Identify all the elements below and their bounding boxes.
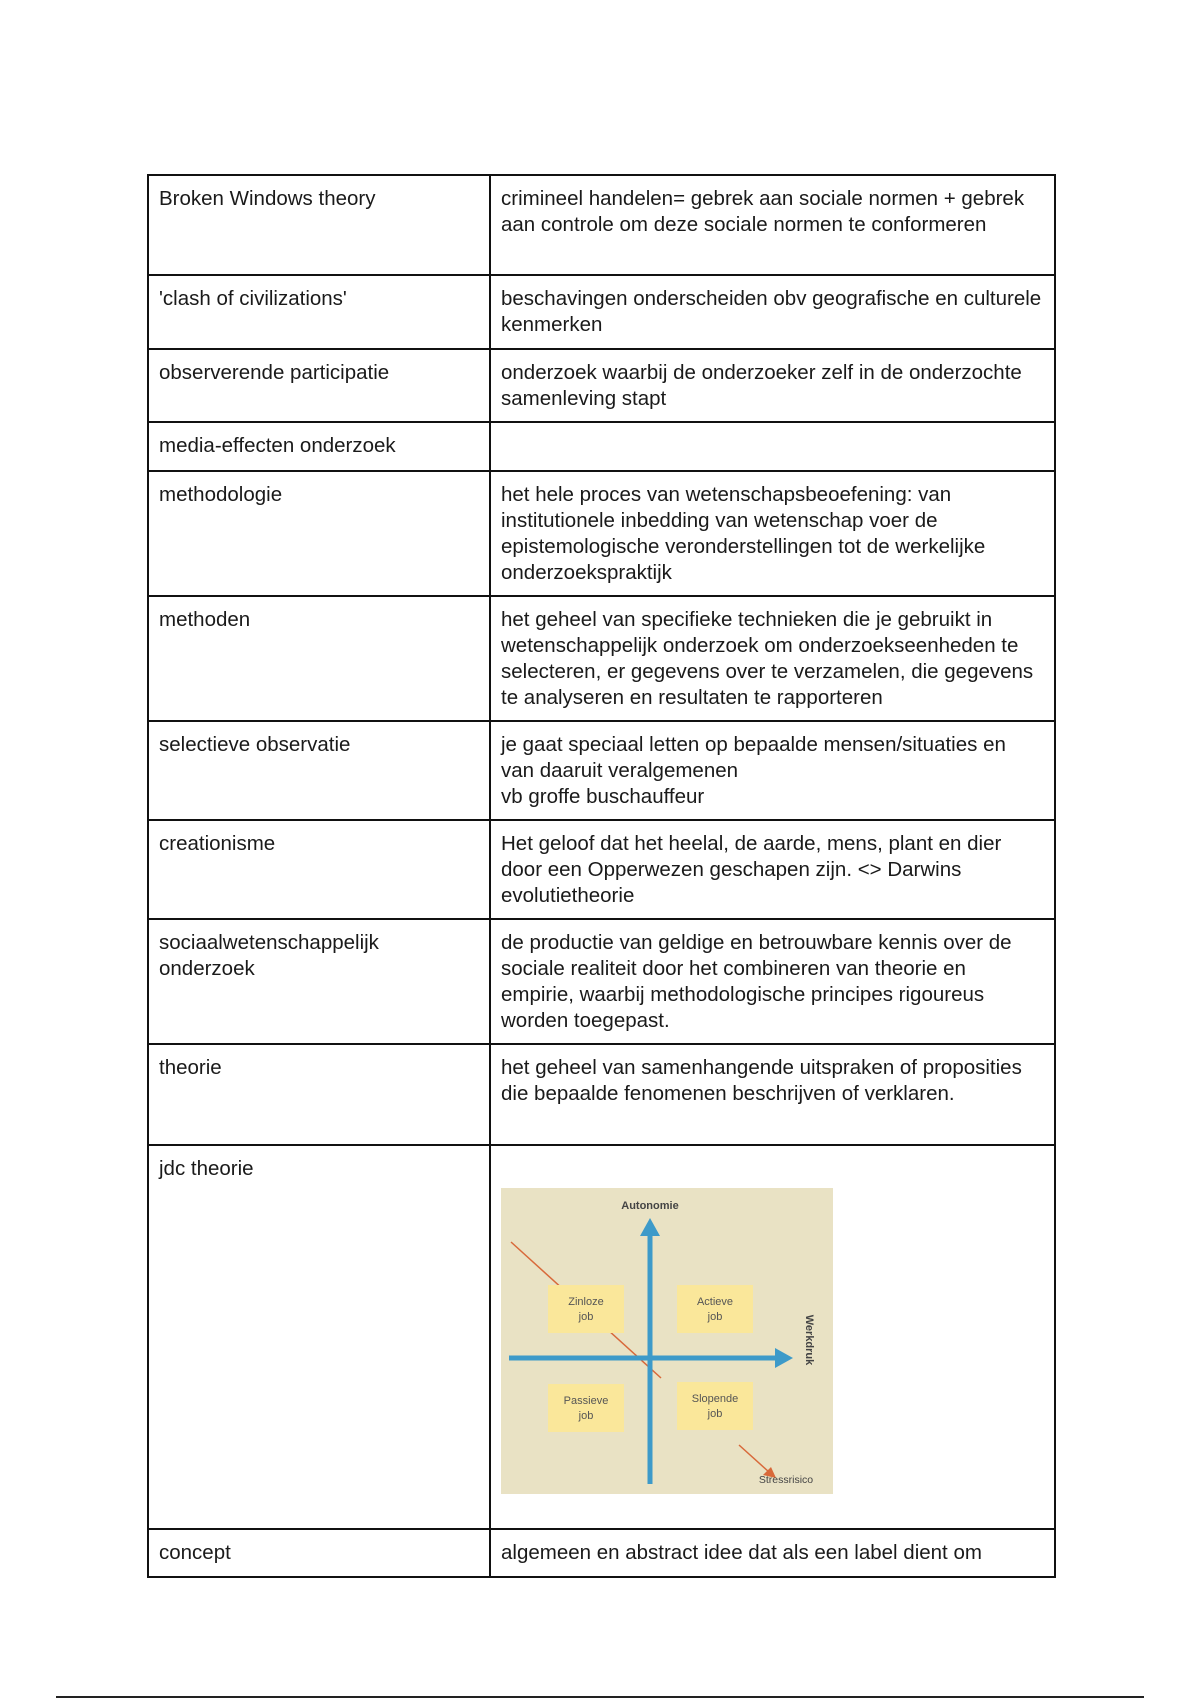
jdc-diagram xyxy=(501,1188,833,1494)
definition-cell: Het geloof dat het heelal, de aarde, mens, plant en dier door een Opperwezen geschapen zijn. <> Darwins evolutietheorie xyxy=(490,820,1055,919)
definition-cell: beschavingen onderscheiden obv geografische en culturele kenmerken xyxy=(490,275,1055,349)
table-row xyxy=(148,1529,1055,1577)
definition-cell: het geheel van specifieke technieken die je gebruikt in wetenschappelijk onderzoek om onderzoekseenheden te selecteren, er gegevens over te verzamelen, die gegevens te analyseren en resultaten te rapporteren xyxy=(490,596,1055,721)
x-axis-label: Werkdruk xyxy=(803,1314,815,1366)
table-row xyxy=(148,175,1055,275)
quadrant-label-line2: job xyxy=(707,1311,723,1323)
term-cell: observerende participatie xyxy=(148,349,490,422)
quadrant-box-actieve xyxy=(677,1285,753,1333)
definition-cell: algemeen en abstract idee dat als een label dient om xyxy=(490,1529,1055,1577)
table-row xyxy=(148,1145,1055,1529)
term-cell: concept xyxy=(148,1529,490,1577)
definition-cell: het hele proces van wetenschapsbeoefening: van institutionele inbedding van wetenschap voer de epistemologische veronderstellingen tot de werkelijke onderzoekspraktijk xyxy=(490,471,1055,596)
table-row xyxy=(148,275,1055,349)
term-cell: jdc theorie xyxy=(148,1145,490,1529)
y-axis-label: Autonomie xyxy=(621,1200,679,1212)
definition-cell: je gaat speciaal letten op bepaalde mensen/situaties en van daaruit veralgemenen vb groffe buschauffeur xyxy=(490,721,1055,820)
page-bottom-rule xyxy=(56,1696,1144,1698)
table-row xyxy=(148,349,1055,422)
term-cell: selectieve observatie xyxy=(148,721,490,820)
quadrant-label-line1: Slopende xyxy=(691,1393,739,1405)
quadrant-box-slopende xyxy=(677,1382,753,1430)
definition-cell xyxy=(490,422,1055,471)
definition-cell: crimineel handelen= gebrek aan sociale normen + gebrek aan controle om deze sociale normen te conformeren xyxy=(490,175,1055,275)
diagonal-label: Stressrisico xyxy=(758,1474,814,1486)
table-row xyxy=(148,721,1055,820)
quadrant-label-line1: Passieve xyxy=(563,1395,609,1407)
glossary-table xyxy=(147,174,1056,1578)
term-cell: Broken Windows theory xyxy=(148,175,490,275)
term-cell: methodologie xyxy=(148,471,490,596)
quadrant-box-passieve xyxy=(548,1384,624,1432)
term-cell: theorie xyxy=(148,1044,490,1145)
term-cell: 'clash of civilizations' xyxy=(148,275,490,349)
quadrant-label-line1: Zinloze xyxy=(568,1296,604,1308)
definition-cell: het geheel van samenhangende uitspraken of proposities die bepaalde fenomenen beschrijven of verklaren. xyxy=(490,1044,1055,1145)
table-row xyxy=(148,422,1055,471)
term-cell: creationisme xyxy=(148,820,490,919)
quadrant-label-line2: job xyxy=(578,1311,594,1323)
definition-cell: de productie van geldige en betrouwbare kennis over de sociale realiteit door het combineren van theorie en empirie, waarbij methodologische principes rigoureus worden toegepast. xyxy=(490,919,1055,1044)
table-row xyxy=(148,820,1055,919)
diagram-background xyxy=(501,1188,833,1494)
definition-cell: onderzoek waarbij de onderzoeker zelf in de onderzochte samenleving stapt xyxy=(490,349,1055,422)
quadrant-box-zinloze xyxy=(548,1285,624,1333)
table-row xyxy=(148,596,1055,721)
term-cell: sociaalwetenschappelijk onderzoek xyxy=(148,919,490,1044)
table-row xyxy=(148,1044,1055,1145)
table-row xyxy=(148,919,1055,1044)
quadrant-label-line2: job xyxy=(578,1410,594,1422)
term-cell: media-effecten onderzoek xyxy=(148,422,490,471)
table-row xyxy=(148,471,1055,596)
quadrant-label-line2: job xyxy=(707,1408,723,1420)
quadrant-label-line1: Actieve xyxy=(696,1296,734,1308)
jdc-figure-cell xyxy=(490,1145,1055,1529)
term-cell: methoden xyxy=(148,596,490,721)
